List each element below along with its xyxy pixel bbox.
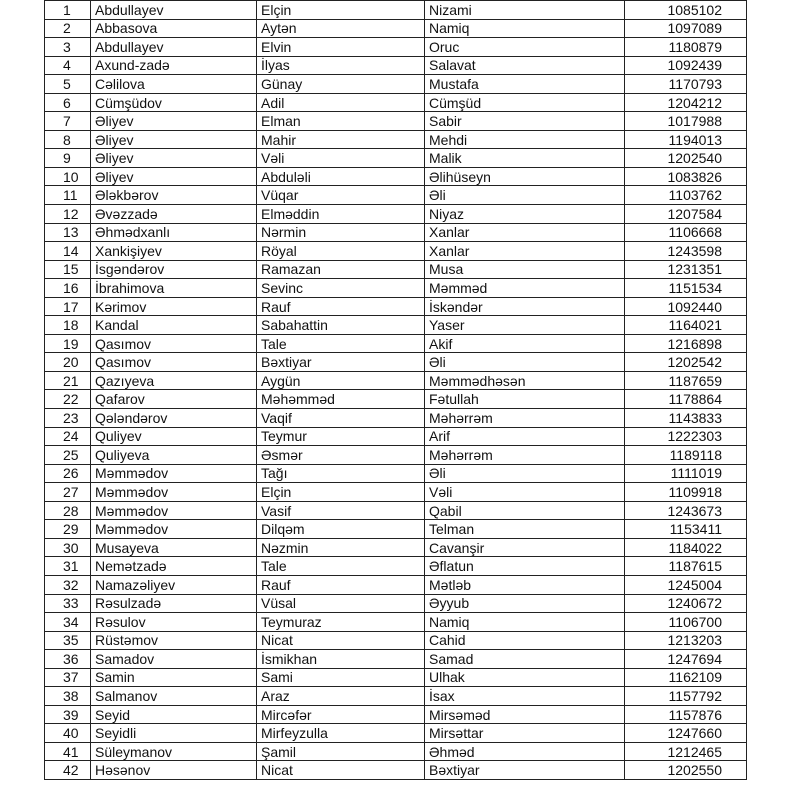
father-name-cell: Əli <box>425 464 625 483</box>
table-row <box>45 520 747 539</box>
father-name-cell: Malik <box>425 149 625 168</box>
father-name-cell: Telman <box>425 520 625 539</box>
row-number-cell: 35 <box>45 631 91 650</box>
row-number-cell: 23 <box>45 409 91 428</box>
father-name-cell: Bəxtiyar <box>425 761 625 780</box>
father-name-cell: Məmmədhəsən <box>425 371 625 390</box>
father-name-cell: İskəndər <box>425 297 625 316</box>
first-name-cell: Günay <box>257 75 425 94</box>
row-number-cell: 31 <box>45 557 91 576</box>
first-name-cell: Teymur <box>257 427 425 446</box>
first-name-cell: İlyas <box>257 56 425 75</box>
id-code-cell: 1216898 <box>625 334 747 353</box>
father-name-cell: Niyaz <box>425 205 625 224</box>
id-code-cell: 1151534 <box>625 279 747 298</box>
id-code-cell: 1153411 <box>625 520 747 539</box>
id-code-cell: 1092439 <box>625 56 747 75</box>
row-number-cell: 6 <box>45 93 91 112</box>
surname-cell: Əhmədxanlı <box>91 223 257 242</box>
first-name-cell: Elməddin <box>257 205 425 224</box>
row-number-cell: 33 <box>45 594 91 613</box>
table-row <box>45 112 747 131</box>
first-name-cell: Aytən <box>257 19 425 38</box>
father-name-cell: Akif <box>425 334 625 353</box>
row-number-cell: 30 <box>45 538 91 557</box>
table-row <box>45 223 747 242</box>
id-code-cell: 1157792 <box>625 687 747 706</box>
table-body <box>45 1 747 780</box>
id-code-cell: 1247660 <box>625 724 747 743</box>
first-name-cell: Əsmər <box>257 446 425 465</box>
row-number-cell: 14 <box>45 242 91 261</box>
first-name-cell: Araz <box>257 687 425 706</box>
surname-cell: Əliyev <box>91 167 257 186</box>
father-name-cell: Əli <box>425 353 625 372</box>
id-code-cell: 1247694 <box>625 650 747 669</box>
surname-cell: Quliyeva <box>91 446 257 465</box>
id-code-cell: 1083826 <box>625 167 747 186</box>
first-name-cell: Vaqif <box>257 409 425 428</box>
surname-cell: Qafarov <box>91 390 257 409</box>
surname-cell: Qazıyeva <box>91 371 257 390</box>
row-number-cell: 11 <box>45 186 91 205</box>
surname-cell: Kandal <box>91 316 257 335</box>
surname-cell: Əliyev <box>91 112 257 131</box>
surname-cell: Musayeva <box>91 538 257 557</box>
first-name-cell: Vüqar <box>257 186 425 205</box>
table-row <box>45 668 747 687</box>
first-name-cell: Rauf <box>257 575 425 594</box>
first-name-cell: Aygün <box>257 371 425 390</box>
id-code-cell: 1194013 <box>625 130 747 149</box>
table-row <box>45 724 747 743</box>
id-code-cell: 1164021 <box>625 316 747 335</box>
surname-cell: Qasımov <box>91 334 257 353</box>
surname-cell: Samin <box>91 668 257 687</box>
table-row <box>45 316 747 335</box>
father-name-cell: Vəli <box>425 483 625 502</box>
father-name-cell: Qabil <box>425 501 625 520</box>
first-name-cell: Tale <box>257 334 425 353</box>
row-number-cell: 36 <box>45 650 91 669</box>
row-number-cell: 20 <box>45 353 91 372</box>
id-code-cell: 1245004 <box>625 575 747 594</box>
first-name-cell: Dilqəm <box>257 520 425 539</box>
first-name-cell: Sami <box>257 668 425 687</box>
first-name-cell: Tale <box>257 557 425 576</box>
table-row <box>45 93 747 112</box>
first-name-cell: Sevinc <box>257 279 425 298</box>
name-list-table <box>44 0 747 780</box>
row-number-cell: 41 <box>45 742 91 761</box>
first-name-cell: Mirfeyzulla <box>257 724 425 743</box>
father-name-cell: Samad <box>425 650 625 669</box>
father-name-cell: Cavanşir <box>425 538 625 557</box>
table-row <box>45 353 747 372</box>
first-name-cell: Elman <box>257 112 425 131</box>
table-row <box>45 446 747 465</box>
surname-cell: Əliyev <box>91 130 257 149</box>
first-name-cell: Röyal <box>257 242 425 261</box>
table-row <box>45 371 747 390</box>
table-row <box>45 19 747 38</box>
father-name-cell: Cümşüd <box>425 93 625 112</box>
row-number-cell: 18 <box>45 316 91 335</box>
father-name-cell: Ulhak <box>425 668 625 687</box>
row-number-cell: 40 <box>45 724 91 743</box>
surname-cell: Cümşüdov <box>91 93 257 112</box>
surname-cell: Rəsulzadə <box>91 594 257 613</box>
surname-cell: Qasımov <box>91 353 257 372</box>
row-number-cell: 24 <box>45 427 91 446</box>
table-row <box>45 705 747 724</box>
father-name-cell: Əyyub <box>425 594 625 613</box>
table-row <box>45 130 747 149</box>
father-name-cell: Əhməd <box>425 742 625 761</box>
surname-cell: Seyidli <box>91 724 257 743</box>
first-name-cell: Rauf <box>257 297 425 316</box>
father-name-cell: Mirsəttar <box>425 724 625 743</box>
row-number-cell: 26 <box>45 464 91 483</box>
surname-cell: Salmanov <box>91 687 257 706</box>
table-row <box>45 650 747 669</box>
table-row <box>45 538 747 557</box>
id-code-cell: 1189118 <box>625 446 747 465</box>
first-name-cell: Adil <box>257 93 425 112</box>
id-code-cell: 1184022 <box>625 538 747 557</box>
first-name-cell: Vüsal <box>257 594 425 613</box>
first-name-cell: Elvin <box>257 38 425 57</box>
row-number-cell: 2 <box>45 19 91 38</box>
table-row <box>45 409 747 428</box>
id-code-cell: 1106700 <box>625 613 747 632</box>
surname-cell: Quliyev <box>91 427 257 446</box>
id-code-cell: 1202550 <box>625 761 747 780</box>
id-code-cell: 1204212 <box>625 93 747 112</box>
father-name-cell: Yaser <box>425 316 625 335</box>
first-name-cell: Nicat <box>257 631 425 650</box>
row-number-cell: 15 <box>45 260 91 279</box>
row-number-cell: 10 <box>45 167 91 186</box>
id-code-cell: 1231351 <box>625 260 747 279</box>
row-number-cell: 12 <box>45 205 91 224</box>
id-code-cell: 1243598 <box>625 242 747 261</box>
table-row <box>45 1 747 20</box>
row-number-cell: 8 <box>45 130 91 149</box>
table-row <box>45 501 747 520</box>
father-name-cell: Arif <box>425 427 625 446</box>
surname-cell: Rüstəmov <box>91 631 257 650</box>
first-name-cell: Mahir <box>257 130 425 149</box>
id-code-cell: 1092440 <box>625 297 747 316</box>
row-number-cell: 4 <box>45 56 91 75</box>
table-row <box>45 205 747 224</box>
first-name-cell: Vəli <box>257 149 425 168</box>
table-row <box>45 334 747 353</box>
row-number-cell: 29 <box>45 520 91 539</box>
first-name-cell: Nəzmin <box>257 538 425 557</box>
id-code-cell: 1180879 <box>625 38 747 57</box>
father-name-cell: Sabir <box>425 112 625 131</box>
first-name-cell: Ramazan <box>257 260 425 279</box>
first-name-cell: Elçin <box>257 1 425 20</box>
table-row <box>45 297 747 316</box>
first-name-cell: Şamil <box>257 742 425 761</box>
id-code-cell: 1202542 <box>625 353 747 372</box>
row-number-cell: 13 <box>45 223 91 242</box>
father-name-cell: Nizami <box>425 1 625 20</box>
surname-cell: Abdullayev <box>91 1 257 20</box>
id-code-cell: 1187659 <box>625 371 747 390</box>
first-name-cell: Mircəfər <box>257 705 425 724</box>
table-row <box>45 242 747 261</box>
first-name-cell: Elçin <box>257 483 425 502</box>
father-name-cell: Namiq <box>425 19 625 38</box>
id-code-cell: 1157876 <box>625 705 747 724</box>
table-row <box>45 631 747 650</box>
id-code-cell: 1243673 <box>625 501 747 520</box>
table-row <box>45 75 747 94</box>
id-code-cell: 1097089 <box>625 19 747 38</box>
row-number-cell: 9 <box>45 149 91 168</box>
surname-cell: Məmmədov <box>91 464 257 483</box>
surname-cell: Məmmədov <box>91 520 257 539</box>
first-name-cell: Teymuraz <box>257 613 425 632</box>
row-number-cell: 1 <box>45 1 91 20</box>
table-row <box>45 167 747 186</box>
id-code-cell: 1240672 <box>625 594 747 613</box>
id-code-cell: 1085102 <box>625 1 747 20</box>
row-number-cell: 38 <box>45 687 91 706</box>
father-name-cell: Namiq <box>425 613 625 632</box>
table-row <box>45 427 747 446</box>
surname-cell: Ələkbərov <box>91 186 257 205</box>
surname-cell: Məmmədov <box>91 483 257 502</box>
surname-cell: Kərimov <box>91 297 257 316</box>
father-name-cell: Məhərrəm <box>425 409 625 428</box>
father-name-cell: Məmməd <box>425 279 625 298</box>
row-number-cell: 37 <box>45 668 91 687</box>
row-number-cell: 27 <box>45 483 91 502</box>
id-code-cell: 1213203 <box>625 631 747 650</box>
first-name-cell: Abduləli <box>257 167 425 186</box>
surname-cell: Qələndərov <box>91 409 257 428</box>
table-row <box>45 38 747 57</box>
father-name-cell: Cahid <box>425 631 625 650</box>
row-number-cell: 28 <box>45 501 91 520</box>
surname-cell: Əliyev <box>91 149 257 168</box>
row-number-cell: 17 <box>45 297 91 316</box>
first-name-cell: Məhəmməd <box>257 390 425 409</box>
father-name-cell: Musa <box>425 260 625 279</box>
row-number-cell: 19 <box>45 334 91 353</box>
first-name-cell: Vasif <box>257 501 425 520</box>
id-code-cell: 1207584 <box>625 205 747 224</box>
first-name-cell: İsmikhan <box>257 650 425 669</box>
row-number-cell: 39 <box>45 705 91 724</box>
table-row <box>45 483 747 502</box>
first-name-cell: Nicat <box>257 761 425 780</box>
table-row <box>45 761 747 780</box>
id-code-cell: 1162109 <box>625 668 747 687</box>
id-code-cell: 1202540 <box>625 149 747 168</box>
id-code-cell: 1170793 <box>625 75 747 94</box>
id-code-cell: 1187615 <box>625 557 747 576</box>
table-row <box>45 557 747 576</box>
row-number-cell: 25 <box>45 446 91 465</box>
surname-cell: Həsənov <box>91 761 257 780</box>
table-row <box>45 149 747 168</box>
table-row <box>45 56 747 75</box>
surname-cell: İbrahimova <box>91 279 257 298</box>
id-code-cell: 1212465 <box>625 742 747 761</box>
surname-cell: İsgəndərov <box>91 260 257 279</box>
father-name-cell: Əlihüseyn <box>425 167 625 186</box>
row-number-cell: 22 <box>45 390 91 409</box>
father-name-cell: İsax <box>425 687 625 706</box>
row-number-cell: 5 <box>45 75 91 94</box>
id-code-cell: 1017988 <box>625 112 747 131</box>
document-table-container <box>44 0 746 780</box>
surname-cell: Axund-zadə <box>91 56 257 75</box>
first-name-cell: Bəxtiyar <box>257 353 425 372</box>
id-code-cell: 1178864 <box>625 390 747 409</box>
surname-cell: Əvəzzadə <box>91 205 257 224</box>
father-name-cell: Mirsəməd <box>425 705 625 724</box>
table-row <box>45 687 747 706</box>
father-name-cell: Əli <box>425 186 625 205</box>
first-name-cell: Sabahattin <box>257 316 425 335</box>
surname-cell: Namazəliyev <box>91 575 257 594</box>
surname-cell: Süleymanov <box>91 742 257 761</box>
id-code-cell: 1111019 <box>625 464 747 483</box>
id-code-cell: 1222303 <box>625 427 747 446</box>
surname-cell: Məmmədov <box>91 501 257 520</box>
id-code-cell: 1106668 <box>625 223 747 242</box>
table-row <box>45 742 747 761</box>
surname-cell: Abdullayev <box>91 38 257 57</box>
row-number-cell: 21 <box>45 371 91 390</box>
father-name-cell: Xanlar <box>425 242 625 261</box>
row-number-cell: 7 <box>45 112 91 131</box>
surname-cell: Seyid <box>91 705 257 724</box>
row-number-cell: 34 <box>45 613 91 632</box>
father-name-cell: Fətullah <box>425 390 625 409</box>
id-code-cell: 1109918 <box>625 483 747 502</box>
row-number-cell: 42 <box>45 761 91 780</box>
surname-cell: Xankişiyev <box>91 242 257 261</box>
id-code-cell: 1103762 <box>625 186 747 205</box>
table-row <box>45 390 747 409</box>
father-name-cell: Mətləb <box>425 575 625 594</box>
father-name-cell: Oruc <box>425 38 625 57</box>
table-row <box>45 575 747 594</box>
father-name-cell: Məhərrəm <box>425 446 625 465</box>
table-row <box>45 594 747 613</box>
surname-cell: Cəlilova <box>91 75 257 94</box>
father-name-cell: Əflatun <box>425 557 625 576</box>
father-name-cell: Mehdi <box>425 130 625 149</box>
father-name-cell: Xanlar <box>425 223 625 242</box>
table-row <box>45 186 747 205</box>
father-name-cell: Salavat <box>425 56 625 75</box>
table-row <box>45 613 747 632</box>
row-number-cell: 16 <box>45 279 91 298</box>
surname-cell: Abbasova <box>91 19 257 38</box>
row-number-cell: 32 <box>45 575 91 594</box>
surname-cell: Rəsulov <box>91 613 257 632</box>
surname-cell: Nemətzadə <box>91 557 257 576</box>
id-code-cell: 1143833 <box>625 409 747 428</box>
row-number-cell: 3 <box>45 38 91 57</box>
table-row <box>45 279 747 298</box>
father-name-cell: Mustafa <box>425 75 625 94</box>
table-row <box>45 260 747 279</box>
surname-cell: Samadov <box>91 650 257 669</box>
first-name-cell: Tağı <box>257 464 425 483</box>
first-name-cell: Nərmin <box>257 223 425 242</box>
table-row <box>45 464 747 483</box>
